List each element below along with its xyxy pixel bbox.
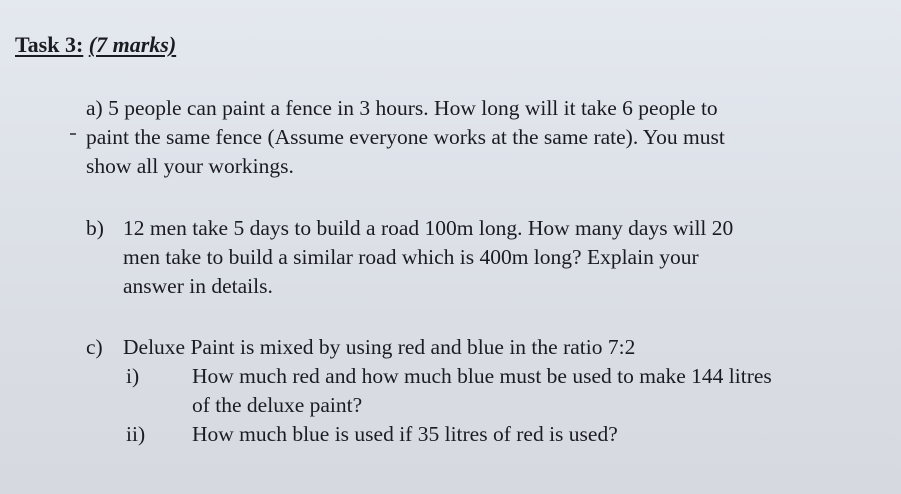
question-c-tag: c) [86,335,103,359]
task-marks: (7 marks) [88,32,177,57]
question-a-line-3: show all your workings. [86,154,294,178]
question-c [86,333,772,449]
question-a [86,94,725,181]
question-b-line-3: answer in details. [123,274,273,298]
question-c-ii-tag: ii) [126,422,146,446]
question-b [86,214,733,301]
question-c-i-line-1: i) How much red and how much blue must be used to make 144 litres [86,362,772,391]
question-c-i-tag: i) [126,364,140,388]
question-c-i-line-2: of the deluxe paint? [192,393,363,417]
question-c-ii-line: ii) How much blue is used if 35 litres of red is used? [86,420,772,449]
margin-dash [70,133,76,135]
question-b-line-1: b) 12 men take 5 days to build a road 100m long. How many days will 20 [86,214,733,243]
question-a-line-1: a) 5 people can paint a fence in 3 hours. How long will it take 6 people to [86,96,718,120]
question-a-tag: a) [86,96,103,120]
question-a-line-2: paint the same fence (Assume everyone works at the same rate). You must [86,125,725,149]
question-b-tag: b) [86,216,104,240]
task-title [15,32,176,58]
question-c-line-1: c) Deluxe Paint is mixed by using red and blue in the ratio 7:2 [86,333,772,362]
question-b-line-2: men take to build a similar road which is 400m long? Explain your [123,245,699,269]
task-label: Task 3: [15,32,84,57]
